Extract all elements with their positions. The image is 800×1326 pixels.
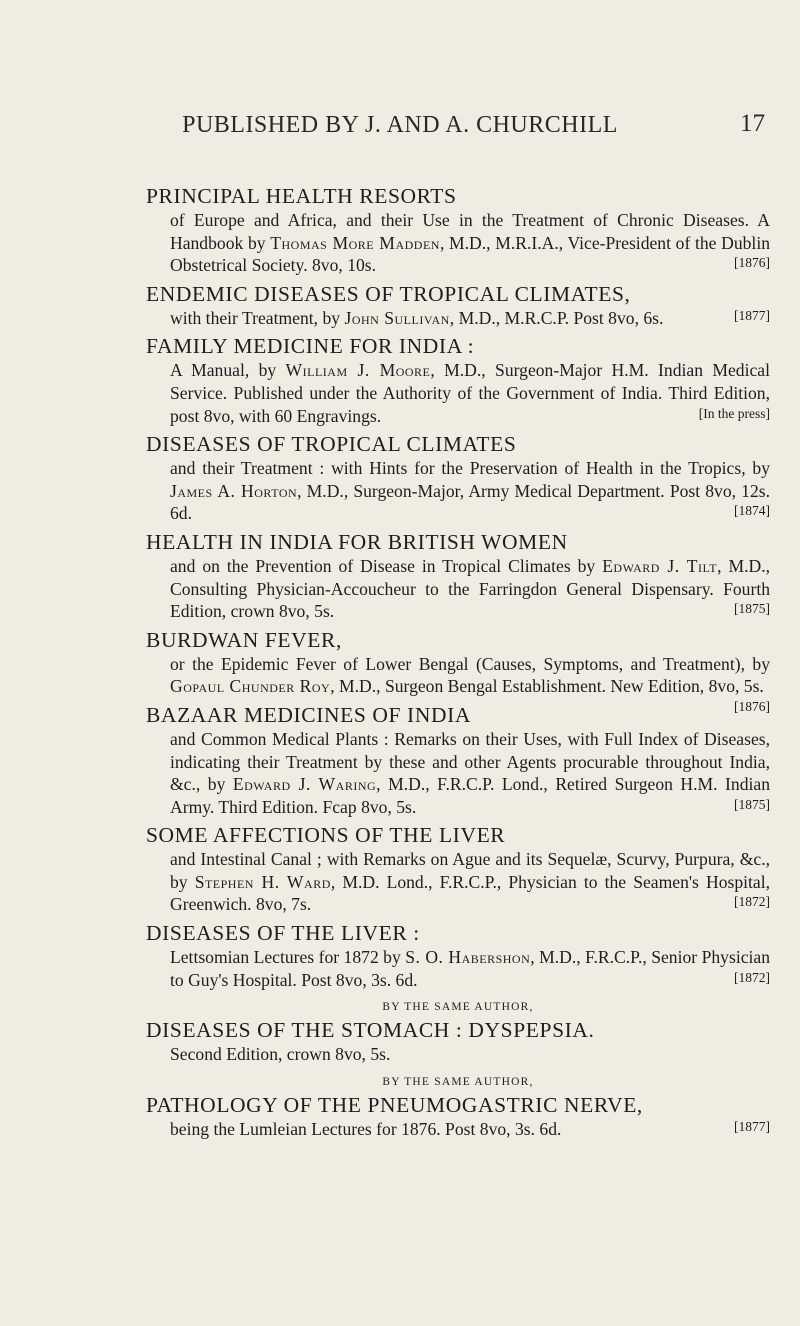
entry-date: [1872] [734, 969, 770, 985]
entry-text: and Common Medical Plants : Remarks on their Uses, with Full Index of Diseases, indicating their Treatment by these and other Agents procurable throughout India, &c., by [170, 728, 770, 795]
entry-author: James A. Horton [170, 480, 298, 501]
entry-author: John Sullivan [344, 307, 450, 328]
catalogue-entry [146, 333, 770, 427]
entry-date: [1876] [734, 698, 770, 714]
catalogue-entry [146, 431, 770, 525]
entry-description [170, 307, 770, 330]
entry-author: S. O. Habershon [405, 947, 531, 968]
entry-description [170, 728, 770, 818]
entry-text: A Manual, by [170, 360, 286, 381]
entry-title: BAZAAR MEDICINES OF INDIA [146, 702, 471, 727]
entry-text: , M.D., M.R.C.P. Post 8vo, 6s. [449, 307, 664, 328]
entry-text: and on the Prevention of Disease in Tropical Climates by [170, 555, 603, 576]
entry-description [170, 457, 770, 525]
entry-author: Stephen H. Ward [194, 871, 331, 892]
catalogue-entry [146, 627, 770, 714]
catalogue-entry [146, 822, 770, 916]
entry-text: or the Epidemic Fever of Lower Bengal (Causes, Symptoms, and Treatment), by [170, 653, 770, 674]
entry-title: DISEASES OF TROPICAL CLIMATES [146, 432, 517, 457]
entry-description [170, 1043, 770, 1066]
entry-text: being the Lumleian Lectures for 1876. Post 8vo, 3s. 6d. [170, 1118, 562, 1139]
entry-date: [In the press] [698, 405, 770, 421]
catalogue-entries [0, 183, 800, 1140]
entry-date: [1877] [734, 307, 770, 323]
catalogue-entry [146, 1072, 770, 1141]
entry-title: PATHOLOGY OF THE PNEUMOGASTRIC NERVE, [146, 1092, 643, 1117]
entry-description [170, 653, 770, 714]
entry-text: , M.D., F.R.C.P., Senior Physician to Guy's Hospital. Post 8vo, 3s. 6d. [170, 947, 771, 990]
entry-text: , M.D., Surgeon Bengal Establishment. New Edition, 8vo, 5s. [330, 676, 764, 697]
entry-author: Edward J. Waring [232, 774, 377, 795]
entry-description [170, 946, 770, 991]
catalogue-entry [146, 702, 770, 818]
entry-text: Lettsomian Lectures for 1872 by [170, 947, 406, 968]
entry-description [170, 359, 770, 427]
entry-title: HEALTH IN INDIA FOR BRITISH WOMEN [146, 529, 568, 554]
entry-text: , M.D., Consulting Physician-Accoucheur to the Farringdon General Dispensary. Fourth Edition, crown 8vo, 5s. [170, 555, 770, 622]
page-number: 17 [740, 110, 765, 137]
entry-description [170, 209, 770, 277]
catalogue-entry [146, 920, 770, 991]
entry-author: William J. Moore [285, 360, 431, 381]
catalogue-entry [146, 529, 770, 623]
entry-author: Thomas More Madden [270, 232, 440, 253]
catalogue-entry [146, 183, 770, 277]
entry-description [170, 555, 770, 623]
entry-description [170, 848, 770, 916]
entry-author: Edward J. Tilt [602, 555, 718, 576]
entry-title: PRINCIPAL HEALTH RESORTS [146, 184, 457, 208]
entry-title: ENDEMIC DISEASES OF TROPICAL CLIMATES, [146, 281, 631, 306]
entry-text: with their Treatment, by [170, 307, 345, 328]
entry-date: [1876] [734, 255, 770, 271]
catalogue-entry [146, 997, 770, 1066]
entry-title: FAMILY MEDICINE FOR INDIA : [146, 334, 475, 359]
entry-text: Second Edition, crown 8vo, 5s. [170, 1044, 391, 1065]
entry-text: , M.D. Lond., F.R.C.P., Physician to the Seamen's Hospital, Greenwich. 8vo, 7s. [170, 871, 771, 915]
entry-description [170, 1118, 770, 1141]
entry-text: , M.D., M.R.I.A., Vice-President of the Dublin Obstetrical Society. 8vo, 10s. [170, 232, 771, 276]
entry-date: [1875] [734, 796, 770, 812]
entry-text: of Europe and Africa, and their Use in the Treatment of Chronic Diseases. A Handbook by [170, 210, 770, 253]
catalogue-entry [146, 281, 770, 330]
entry-title: SOME AFFECTIONS OF THE LIVER [146, 823, 506, 848]
entry-title: DISEASES OF THE LIVER : [146, 921, 420, 946]
entry-date: [1877] [734, 1118, 770, 1134]
entry-date: [1874] [734, 503, 770, 519]
entry-title: BURDWAN FEVER, [146, 627, 342, 652]
entry-date: [1872] [734, 894, 770, 910]
running-head: PUBLISHED BY J. AND A. CHURCHILL [182, 112, 618, 138]
entry-text: and their Treatment : with Hints for the Preservation of Health in the Tropics, by [170, 458, 770, 479]
entry-text: , M.D., Surgeon-Major, Army Medical Department. Post 8vo, 12s. 6d. [170, 480, 770, 524]
entry-author: Gopaul Chunder Roy [170, 676, 331, 697]
entry-title: DISEASES OF THE STOMACH : DYSPEPSIA. [146, 1018, 595, 1043]
entry-date: [1875] [734, 601, 770, 617]
entry-text: , M.D., F.R.C.P. Lond., Retired Surgeon H.M. Indian Army. Third Edition. Fcap 8vo, 5s. [170, 774, 771, 817]
same-author-subhead: BY THE SAME AUTHOR, [382, 1075, 534, 1088]
entry-text: , M.D., Surgeon-Major H.M. Indian Medical Service. Published under the Authority of the Government of India. Third Edition, post 8vo, with 60 Engravings. [170, 360, 770, 426]
entry-text: and Intestinal Canal ; with Remarks on Ague and its Sequelæ, Scurvy, Purpura, &c., by [170, 849, 770, 892]
same-author-subhead: BY THE SAME AUTHOR, [382, 1001, 534, 1014]
